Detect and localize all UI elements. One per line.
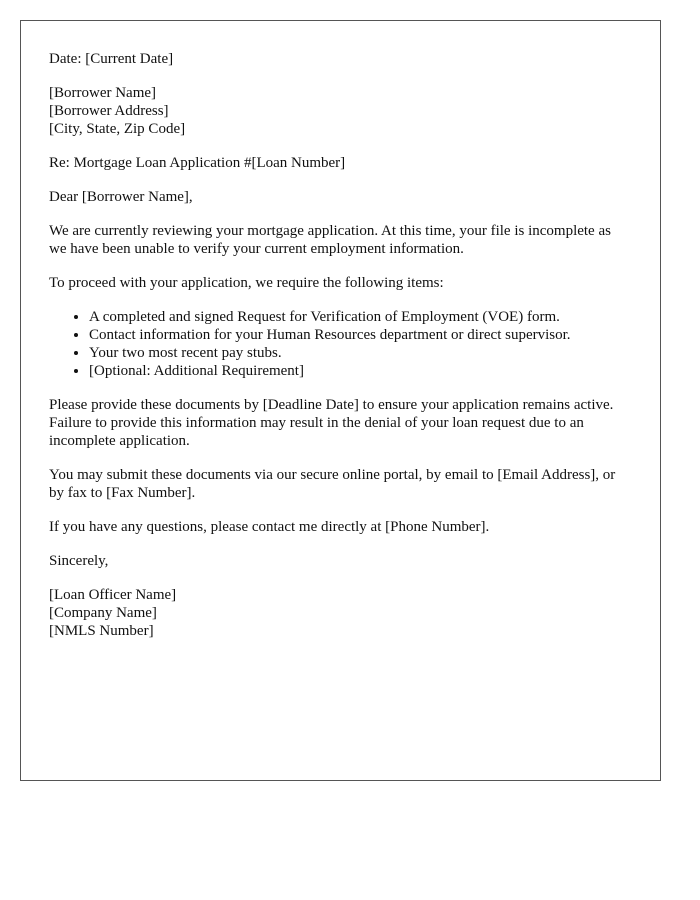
signature-nmls-number: [NMLS Number] <box>49 623 154 639</box>
recipient-city-state-zip: [City, State, Zip Code] <box>49 121 186 137</box>
signature-company-name: [Company Name] <box>49 605 157 621</box>
signature-officer-name: [Loan Officer Name] <box>49 587 177 603</box>
requirements-list <box>49 308 632 380</box>
letter-subject: Re: Mortgage Loan Application #[Loan Number] <box>49 155 346 171</box>
submission-paragraph: You may submit these documents via our secure online portal, by email to [Email Address], or by fax to [Fax Number]. <box>49 467 616 501</box>
intro-paragraph: We are currently reviewing your mortgage application. At this time, your file is incomplete as we have been unable to verify your current employment information. <box>49 223 611 257</box>
letter-salutation: Dear [Borrower Name], <box>49 189 193 205</box>
list-item: • Contact information for your Human Resources department or direct supervisor. <box>89 326 632 344</box>
signature-block <box>49 586 632 640</box>
recipient-name: [Borrower Name] <box>49 85 157 101</box>
questions-paragraph: If you have any questions, please contact me directly at [Phone Number]. <box>49 519 490 535</box>
recipient-address: [Borrower Address] <box>49 103 169 119</box>
recipient-block <box>49 84 632 138</box>
list-item: • [Optional: Additional Requirement] <box>89 362 632 380</box>
letter-closing: Sincerely, <box>49 553 109 569</box>
list-item: • Your two most recent pay stubs. <box>89 344 632 362</box>
list-item: • A completed and signed Request for Verification of Employment (VOE) form. <box>89 308 632 326</box>
letter-date: Date: [Current Date] <box>49 51 174 67</box>
deadline-paragraph: Please provide these documents by [Deadline Date] to ensure your application remains active. Failure to provide this information may result in the denial of your loan request due to an incomplete application. <box>49 397 614 449</box>
requirements-intro: To proceed with your application, we require the following items: <box>49 275 444 291</box>
letter-document <box>20 20 661 781</box>
